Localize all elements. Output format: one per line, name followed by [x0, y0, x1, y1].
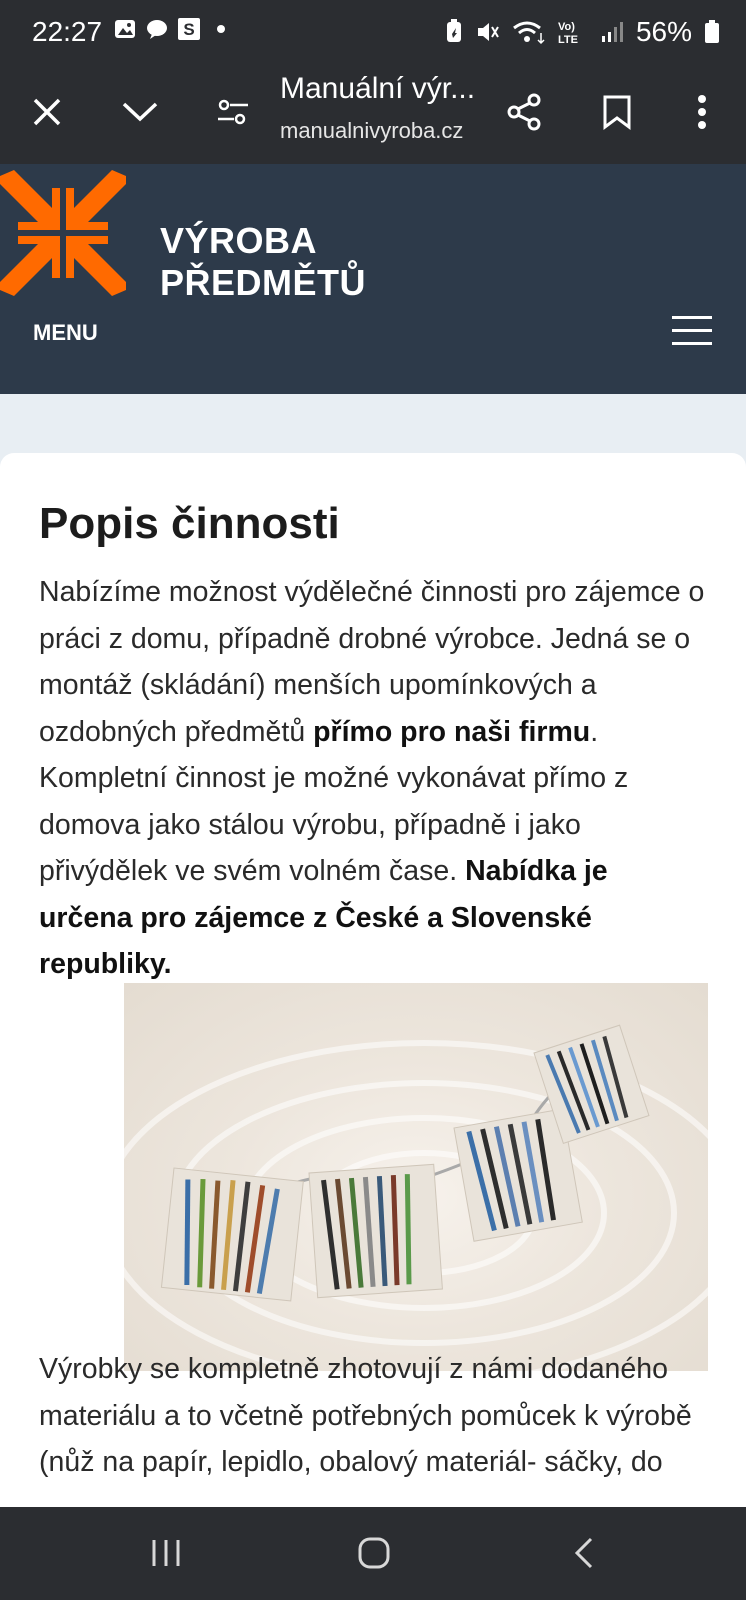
more-options-button[interactable] — [674, 84, 730, 140]
bookmark-icon — [602, 94, 632, 130]
status-time: 22:27 — [32, 16, 103, 47]
recent-apps-button[interactable] — [138, 1527, 194, 1579]
volte-icon — [558, 19, 588, 45]
logo-line-2: PŘEDMĚTŮ — [160, 262, 367, 303]
intro-paragraph — [39, 569, 709, 988]
more-vert-icon — [697, 94, 707, 130]
system-status — [444, 16, 720, 48]
svg-text:S: S — [183, 20, 195, 39]
hamburger-menu-icon[interactable] — [672, 316, 712, 348]
intro-bold-1: přímo pro naši firmu — [313, 715, 591, 748]
minimize-button[interactable] — [112, 84, 168, 140]
status-bar — [0, 0, 746, 64]
intro-text-1: Nabízíme možnost výdělečné činnosti pro zájemce o práci z domu, případně drobné výrobce. Jedná se o montáž (skládání) menších upomínkových a ozdobných předmětů — [39, 576, 705, 748]
system-navigation-bar — [0, 1507, 746, 1600]
gallery-icon — [114, 18, 136, 40]
wifi-icon — [512, 19, 546, 45]
home-button[interactable] — [346, 1527, 402, 1579]
site-header — [0, 164, 746, 394]
close-icon — [31, 96, 63, 128]
materials-paragraph: Výrobky se kompletně zhotovují z námi dodaného materiálu a to včetně potřebných pomůcek k výrobě (nůž na papír, lepidlo, obalový materiál- sáčky, do — [39, 1353, 692, 1478]
back-icon — [572, 1536, 596, 1570]
dot-icon — [210, 18, 232, 40]
logo-line-1: VÝROBA — [160, 220, 318, 261]
chat-bubble-icon — [146, 18, 168, 40]
close-tab-button[interactable] — [19, 84, 75, 140]
menu-label[interactable]: MENU — [33, 320, 98, 345]
site-logo-text[interactable] — [160, 220, 366, 304]
product-photo — [124, 983, 708, 1371]
logo-arrows-icon[interactable] — [0, 170, 126, 296]
page-url[interactable]: manualnivyroba.cz — [280, 118, 464, 143]
battery-saver-icon — [444, 19, 464, 45]
browser-toolbar — [0, 64, 746, 164]
home-icon — [357, 1536, 391, 1570]
site-settings-button[interactable] — [205, 84, 261, 140]
notification-icons — [114, 18, 232, 40]
mini-photo-albums-image — [124, 983, 708, 1371]
signal-icon — [600, 19, 624, 45]
svg-text:Vo): Vo) — [557, 21, 575, 33]
share-button[interactable] — [496, 84, 552, 140]
recent-apps-icon — [150, 1538, 182, 1568]
content-card — [0, 453, 746, 1553]
page-title[interactable]: Manuální výr... — [280, 72, 476, 105]
bookmark-button[interactable] — [589, 84, 645, 140]
back-button[interactable] — [556, 1527, 612, 1579]
intro-bold-2: Nabídka je určena pro zájemce z České a Slovenské republiky. — [39, 855, 608, 980]
intro-text-2: . Kompletní činnost je možné vykonávat přímo z domova jako stálou výrobu, případně i jako přivýdělek ve svém volném čase. — [39, 715, 629, 887]
svg-text:LTE: LTE — [557, 34, 578, 45]
chevron-down-icon — [121, 100, 159, 124]
tune-icon — [216, 97, 250, 127]
share-icon — [506, 93, 542, 131]
battery-percent: 56% — [635, 16, 692, 47]
mute-icon — [476, 19, 500, 45]
battery-icon — [704, 19, 720, 45]
page-heading: Popis činnosti — [39, 499, 340, 548]
s-app-icon — [178, 18, 200, 40]
